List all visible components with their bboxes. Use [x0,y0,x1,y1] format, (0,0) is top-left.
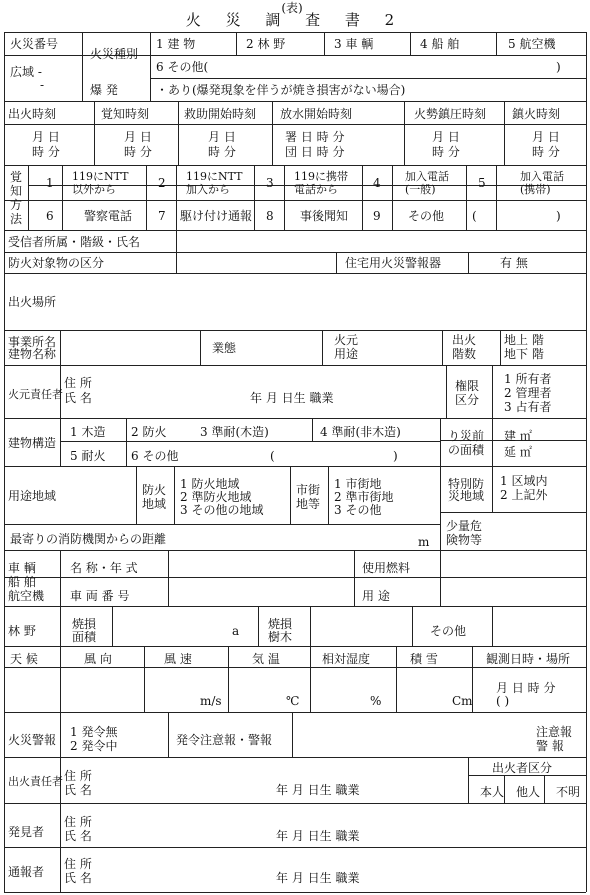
form-label: 氏 名 [64,871,92,885]
form-label: 119に携帯 [294,170,348,183]
form-label: 険物等 [446,533,483,547]
form-label: 3 その他の地域 [180,503,264,517]
form-label: 市街 [296,483,321,497]
form-label: 2 防火 [131,425,167,439]
form-label: 5 航空機 [508,37,556,51]
form-label: 用 途 [362,589,390,603]
form-label: 地上 階 [504,333,544,347]
form-label: 車 両 番 号 [70,589,130,603]
form-label: ( [270,449,275,463]
form-label: 以外から [72,183,116,196]
form-label: 2 [158,176,166,190]
form-label: 防火対象物の区分 [8,256,105,270]
form-label: 広域 - [10,65,42,79]
form-label: 3 その他 [334,503,382,517]
form-label: 風 速 [164,652,192,666]
form-label: 風 向 [84,652,112,666]
form-label: m [418,535,430,549]
form-label: 防火 [142,483,167,497]
form-label: 出火場所 [8,295,57,309]
form-label: ) [393,449,398,463]
form-label: - [40,78,45,92]
form-label: 地等 [296,497,321,511]
form-label: 樹木 [268,630,293,644]
form-label: 爆 発 [90,83,118,97]
form-label: 1 発令無 [70,725,118,739]
form-label: 積 雪 [410,652,438,666]
form-label: 有 無 [500,256,528,270]
form-label: 面積 [72,630,97,644]
form-label: ) [556,209,561,223]
form-label: 知 [10,184,23,198]
form-label: 地下 階 [504,347,544,361]
form-label: 業態 [212,341,237,355]
form-label: 月 日 [532,130,560,144]
form-label: 地域 [142,497,167,511]
form-label: ℃ [286,694,300,708]
form-label: 住 所 [64,815,92,829]
form-label: 不明 [556,785,581,799]
form-label: 救助開始時刻 [184,107,257,121]
form-label: 用途 [334,347,359,361]
form-label: 出火時刻 [8,107,57,121]
front-mark: (表) [281,1,303,15]
form-label: その他 [430,624,467,638]
form-label: 放水開始時刻 [280,107,353,121]
form-label: 氏 名 [64,783,92,797]
form-label: 方 [10,198,23,212]
form-label: 119にNTT [186,170,243,183]
form-label: 7 [158,209,166,223]
form-label: 特別防 [448,477,485,491]
form-title: 火 災 調 査 書 2 [185,11,405,29]
form-label: 1 所有者 [504,372,552,386]
form-label: 6 [46,209,54,223]
form-label: 延 ㎡ [504,445,532,459]
form-label: 船 舶 [8,575,36,589]
form-label: 1 防火地域 [180,477,240,491]
form-label: 受信者所属・階級・氏名 [8,235,141,249]
form-label: 1 建 物 [156,37,196,51]
form-label: 月 日 [432,130,460,144]
form-label: 火勢鎮圧時刻 [414,107,487,121]
form-label: a [232,624,240,638]
form-label: ( ) [496,694,510,708]
form-label: 1 木造 [70,425,106,439]
form-label: 事後聞知 [300,209,349,223]
form-label: ( [472,209,477,223]
form-label: 本人 [480,785,505,799]
form-label: 航空機 [8,589,45,603]
form-label: り災前 [448,429,485,443]
form-label: 月 日 [208,130,236,144]
form-label: 気 温 [252,652,280,666]
form-label: その他 [408,209,445,223]
form-label: ・あり(爆発現象を伴うが焼き損害がない場合) [156,83,406,97]
form-label: 5 耐火 [70,449,106,463]
form-label: 5 [478,176,486,190]
form-label: 注意報 [536,725,573,739]
form-label: 法 [10,212,23,226]
form-label: 階数 [452,347,477,361]
form-label: 3 車 輌 [334,37,374,51]
form-label: % [370,694,382,708]
form-label: 焼損 [72,617,97,631]
form-label: 加入電話 [520,170,564,183]
form-label: 月 日 [124,130,152,144]
form-label: 電話から [294,183,338,196]
form-label: 事業所名 [8,335,57,349]
form-label: 3 占有者 [504,400,552,414]
form-label: 出火者区分 [492,761,553,775]
form-label: 年 月 日生 職業 [250,391,334,405]
form-label: 使用燃料 [362,561,411,575]
form-label: 火災番号 [10,37,59,51]
form-label: 3 準耐(木造) [200,425,269,439]
form-label: 氏 名 [64,391,92,405]
form-label: 通報者 [8,865,45,879]
form-label: 119にNTT [72,170,129,183]
form-label: 2 発令中 [70,739,118,753]
form-label: 火災種別 [90,47,139,61]
form-label: 1 市街地 [334,477,382,491]
form-label: 駆け付け通報 [180,209,253,223]
form-label: 出火 [452,333,477,347]
form-label: 住 所 [64,857,92,871]
form-label: 月 日 [32,130,60,144]
form-label: 発見者 [8,825,45,839]
form-label: (一般) [405,183,436,196]
form-label: (携帯) [520,183,551,196]
form-label: 他人 [516,785,541,799]
form-label: 年 月 日生 職業 [276,783,360,797]
form-label: の面積 [448,443,485,457]
form-label: 住 所 [64,769,92,783]
form-label: 覚知時刻 [101,107,150,121]
form-label: 署 日 時 分 [285,130,345,144]
form-label: 覚 [10,170,23,184]
form-label: 時 分 [532,145,560,159]
form-label: 住宅用火災警報器 [345,256,442,270]
form-label: 時 分 [432,145,460,159]
form-label: 9 [373,209,381,223]
form-label: 時 分 [208,145,236,159]
form-label: 出火責任者 [8,775,63,788]
form-label: 年 月 日生 職業 [276,829,360,843]
form-label: m/s [200,694,222,708]
form-label: 建 ㎡ [504,429,532,443]
form-label: Cm [452,694,473,708]
form-label: 2 管理者 [504,386,552,400]
form-label: 焼損 [268,617,293,631]
form-label: 1 区域内 [500,474,548,488]
form-label: 区分 [455,393,480,407]
form-label: 住 所 [64,376,92,390]
form-label: 天 候 [10,652,38,666]
form-label: 時 分 [32,145,60,159]
form-label: 6 その他( [156,60,209,74]
form-label: 4 [373,176,381,190]
form-label: 2 準市街地 [334,490,394,504]
form-label: 2 準防火地域 [180,490,252,504]
form-label: 用途地域 [8,489,57,503]
form-label: 警 報 [536,739,564,753]
form-label: 建物構造 [8,436,57,450]
form-label: 2 林 野 [246,37,286,51]
form-label: 4 船 舶 [420,37,460,51]
form-label: 加入電話 [405,170,449,183]
form-label: ) [556,60,561,74]
form-label: 車 輌 [8,561,36,575]
form-label: 8 [266,209,274,223]
form-label: 火災警報 [8,733,57,747]
form-label: 1 [46,176,54,190]
form-label: 時 分 [124,145,152,159]
form-label: 最寄りの消防機関からの距離 [10,532,167,546]
form-label: 氏 名 [64,829,92,843]
form-label: 観測日時・場所 [486,652,571,666]
form-label: 4 準耐(非木造) [320,425,401,439]
form-label: 発令注意報・警報 [176,733,273,747]
form-label: 年 月 日生 職業 [276,871,360,885]
form-label: 6 その他 [131,449,179,463]
form-label: 火元責任者 [8,388,63,401]
form-label: 警察電話 [84,209,133,223]
form-label: 権限 [455,379,480,393]
form-label: 3 [266,176,274,190]
form-label: 相対湿度 [322,652,371,666]
form-label: 林 野 [8,624,36,638]
form-label: 団 日 時 分 [285,145,345,159]
form-label: 少量危 [446,519,483,533]
form-label: 名 称・年 式 [70,561,138,575]
form-label: 鎮火時刻 [512,107,561,121]
form-label: 加入から [186,183,230,196]
form-label: 2 上記外 [500,488,548,502]
form-label: 火元 [334,333,359,347]
form-label: 災地域 [448,489,485,503]
form-label: 月 日 時 分 [496,681,556,695]
form-label: 建物名称 [8,347,57,361]
